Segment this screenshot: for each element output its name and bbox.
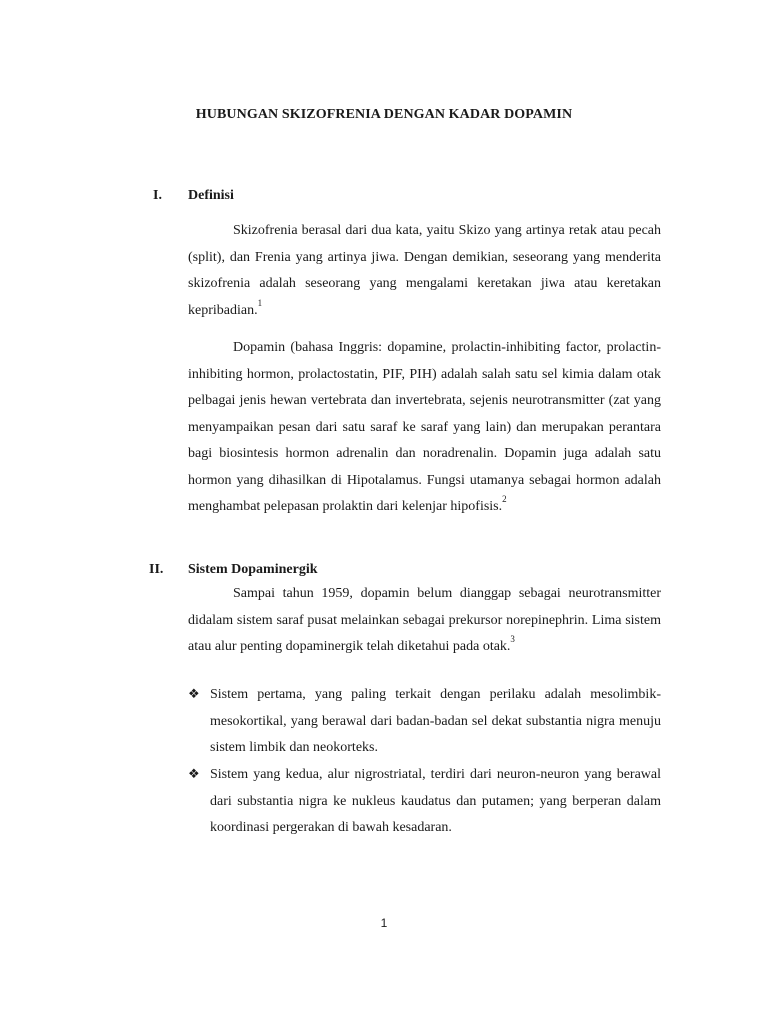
paragraph [188,335,661,521]
footnote-ref: 2 [502,494,507,505]
paragraph [188,218,661,324]
section-numeral: I. [153,188,162,203]
section-heading: Sistem Dopaminergik [188,562,318,577]
section-heading: Definisi [188,188,234,203]
section-numeral: II. [149,562,164,577]
document-title: HUBUNGAN SKIZOFRENIA DENGAN KADAR DOPAMIN [195,107,573,122]
list-item-text: Sistem yang kedua, alur nigrostriatal, terdiri dari neuron-neuron yang berawal dari substantia nigra ke nukleus kaudatus dan putamen; yang berperan dalam koordinasi pergerakan di bawah kesadaran. [210,767,661,835]
paragraph-text: Skizofrenia berasal dari dua kata, yaitu Skizo yang artinya retak atau pecah (split), dan Frenia yang artinya jiwa. Dengan demikian, seseorang yang menderita skizofrenia adalah seseorang yang mengalami keretakan jiwa atau keretakan kepribadian. [188,223,661,318]
page-number: 1 [380,916,388,930]
paragraph-text: Sampai tahun 1959, dopamin belum dianggap sebagai neurotransmitter didalam sistem saraf pusat melainkan sebagai prekursor norepinephrin. Lima sistem atau alur penting dopaminergik telah diketahui pada otak. [188,586,661,654]
diamond-bullet-icon: ❖ [188,767,200,782]
diamond-bullet-icon: ❖ [188,687,200,702]
list-item-text: Sistem pertama, yang paling terkait dengan perilaku adalah mesolimbik-mesokortikal, yang berawal dari badan-badan sel dekat substantia nigra menuju sistem limbik dan neokorteks. [210,687,661,755]
footnote-ref: 1 [257,297,263,308]
paragraph [188,581,661,661]
paragraph-text: Dopamin (bahasa Inggris: dopamine, prolactin-inhibiting factor, prolactin-inhibiting hormon, prolactostatin, PIF, PIH) adalah salah satu sel kimia dalam otak pelbagai jenis hewan vertebrata dan invertebrata, sejenis neurotransmitter (zat yang menyampaikan pesan dari satu saraf ke saraf yang lain) dan merupakan perantara bagi biosintesis hormon adrenalin dan noradrenalin. Dopamin juga adalah satu hormon yang dihasilkan di Hipotalamus. Fungsi utamanya sebagai hormon adalah menghambat pelepasan prolaktin dari kelenjar hipofisis. [188,340,661,514]
footnote-ref: 3 [510,634,515,645]
